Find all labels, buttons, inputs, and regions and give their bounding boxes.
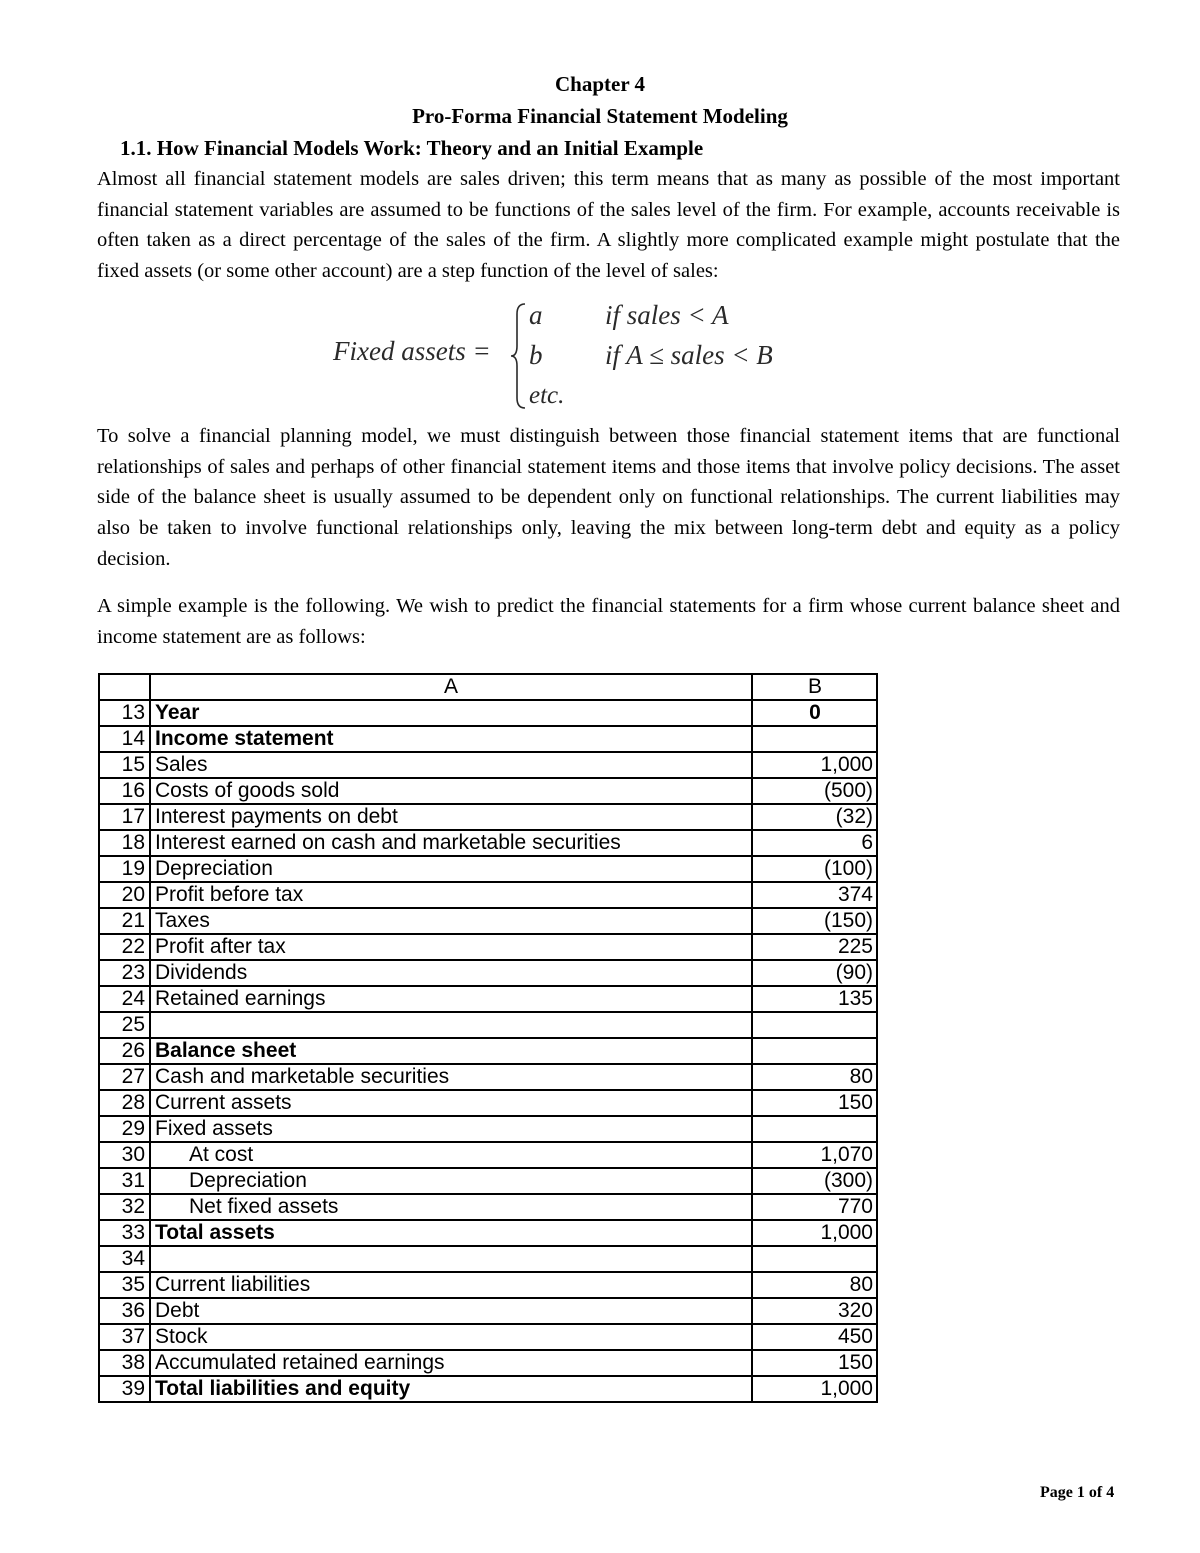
table-row xyxy=(99,1376,877,1402)
table-row xyxy=(99,778,877,804)
row-value xyxy=(752,1246,877,1272)
table-row xyxy=(99,1246,877,1272)
row-label: Total liabilities and equity xyxy=(150,1376,752,1402)
row-label: Current liabilities xyxy=(150,1272,752,1298)
row-value: 1,070 xyxy=(752,1142,877,1168)
table-row xyxy=(99,1350,877,1376)
row-label: Depreciation xyxy=(150,856,752,882)
page-number: Page 1 of 4 xyxy=(1040,1484,1115,1501)
row-value: 1,000 xyxy=(752,752,877,778)
table-row xyxy=(99,1090,877,1116)
row-number: 22 xyxy=(99,934,150,960)
table-row xyxy=(99,882,877,908)
table-row xyxy=(99,830,877,856)
row-value xyxy=(752,1038,877,1064)
row-value: 1,000 xyxy=(752,1376,877,1402)
row-label xyxy=(150,1012,752,1038)
row-label: Interest payments on debt xyxy=(150,804,752,830)
table-row xyxy=(99,1168,877,1194)
table-row xyxy=(99,1194,877,1220)
row-value: (500) xyxy=(752,778,877,804)
table-header-row xyxy=(99,674,877,700)
row-number: 26 xyxy=(99,1038,150,1064)
table-row xyxy=(99,934,877,960)
row-label: Fixed assets xyxy=(150,1116,752,1142)
row-value: (100) xyxy=(752,856,877,882)
table-row xyxy=(99,960,877,986)
chapter-heading: Chapter 4 xyxy=(554,72,646,96)
table-row xyxy=(99,752,877,778)
row-value: 150 xyxy=(752,1350,877,1376)
row-label: Interest earned on cash and marketable securities xyxy=(150,830,752,856)
row-value: (300) xyxy=(752,1168,877,1194)
row-number: 15 xyxy=(99,752,150,778)
row-label: Accumulated retained earnings xyxy=(150,1350,752,1376)
table-row xyxy=(99,1012,877,1038)
row-label: Debt xyxy=(150,1298,752,1324)
row-value: 80 xyxy=(752,1064,877,1090)
row-number: 25 xyxy=(99,1012,150,1038)
row-number: 29 xyxy=(99,1116,150,1142)
row-value: 374 xyxy=(752,882,877,908)
row-label: Costs of goods sold xyxy=(150,778,752,804)
row-value: 135 xyxy=(752,986,877,1012)
column-header-a: A xyxy=(150,674,752,700)
step-function-formula xyxy=(333,296,793,416)
row-value: 0 xyxy=(752,700,877,726)
row-value: 6 xyxy=(752,830,877,856)
table-row xyxy=(99,804,877,830)
row-label: Year xyxy=(150,700,752,726)
table-row xyxy=(99,1038,877,1064)
row-label: Profit after tax xyxy=(150,934,752,960)
row-number: 23 xyxy=(99,960,150,986)
row-number: 14 xyxy=(99,726,150,752)
row-value: 225 xyxy=(752,934,877,960)
row-value: (32) xyxy=(752,804,877,830)
row-label: Dividends xyxy=(150,960,752,986)
section-heading: 1.1. How Financial Models Work: Theory and an Initial Example xyxy=(120,136,704,160)
row-label: Stock xyxy=(150,1324,752,1350)
brace-symbol xyxy=(509,302,527,410)
row-number: 21 xyxy=(99,908,150,934)
row-label: Balance sheet xyxy=(150,1038,752,1064)
row-number: 31 xyxy=(99,1168,150,1194)
table-row xyxy=(99,908,877,934)
paragraph-example: A simple example is the following. We wish to predict the financial statements for a firm whose current balance sheet and income statement are as follows: xyxy=(97,595,1120,648)
table-row xyxy=(99,1142,877,1168)
row-label: Taxes xyxy=(150,908,752,934)
row-label: Cash and marketable securities xyxy=(150,1064,752,1090)
paragraph-planning-model: To solve a financial planning model, we must distinguish between those financial statement items that are functional relationships of sales and perhaps of other financial statement items and those items that involve policy decisions. The asset side of the balance sheet is usually assumed to be dependent only on functional relationships. The current liabilities may also be taken to involve functional relationships only, leaving the mix between long-term debt and equity as a policy decision. xyxy=(97,425,1120,570)
row-number: 19 xyxy=(99,856,150,882)
row-label: Retained earnings xyxy=(150,986,752,1012)
table-row xyxy=(99,856,877,882)
chapter-title: Pro-Forma Financial Statement Modeling xyxy=(412,104,788,128)
table-row xyxy=(99,700,877,726)
formula-case-2-condition: if A ≤ sales < B xyxy=(605,340,773,370)
row-number: 38 xyxy=(99,1350,150,1376)
formula-case-2-value: b xyxy=(529,340,543,370)
table-row xyxy=(99,1064,877,1090)
row-value: 770 xyxy=(752,1194,877,1220)
corner-cell xyxy=(99,674,150,700)
formula-case-1-condition: if sales < A xyxy=(605,300,729,330)
table-row xyxy=(99,1324,877,1350)
row-value xyxy=(752,1116,877,1142)
row-label xyxy=(150,1246,752,1272)
row-label: Net fixed assets xyxy=(150,1194,752,1220)
row-label: Depreciation xyxy=(150,1168,752,1194)
formula-case-3-value: etc. xyxy=(529,382,565,409)
paragraph-intro: Almost all financial statement models are sales driven; this term means that as many as possible of the most important financial statement variables are assumed to be functions of the sales level of the firm. For example, accounts receivable is often taken as a direct percentage of the sales of the firm. A slightly more complicated example might postulate that the fixed assets (or some other account) are a step function of the level of sales: xyxy=(97,168,1120,283)
row-number: 39 xyxy=(99,1376,150,1402)
row-value xyxy=(752,1012,877,1038)
row-number: 17 xyxy=(99,804,150,830)
row-number: 32 xyxy=(99,1194,150,1220)
row-number: 27 xyxy=(99,1064,150,1090)
table-row xyxy=(99,1272,877,1298)
row-value: 320 xyxy=(752,1298,877,1324)
row-number: 20 xyxy=(99,882,150,908)
table-row xyxy=(99,1298,877,1324)
row-label: Income statement xyxy=(150,726,752,752)
row-label: Current assets xyxy=(150,1090,752,1116)
row-value: 1,000 xyxy=(752,1220,877,1246)
row-number: 30 xyxy=(99,1142,150,1168)
row-number: 37 xyxy=(99,1324,150,1350)
formula-lhs: Fixed assets = xyxy=(333,336,491,366)
row-number: 36 xyxy=(99,1298,150,1324)
table-row xyxy=(99,726,877,752)
row-value: 450 xyxy=(752,1324,877,1350)
row-label: Sales xyxy=(150,752,752,778)
row-number: 34 xyxy=(99,1246,150,1272)
row-value xyxy=(752,726,877,752)
row-number: 16 xyxy=(99,778,150,804)
row-value: (150) xyxy=(752,908,877,934)
row-value: 80 xyxy=(752,1272,877,1298)
row-label: Total assets xyxy=(150,1220,752,1246)
column-header-b: B xyxy=(752,674,877,700)
financial-statement-table xyxy=(98,673,878,1403)
row-number: 18 xyxy=(99,830,150,856)
formula-case-1-value: a xyxy=(529,300,543,330)
row-number: 28 xyxy=(99,1090,150,1116)
table-row xyxy=(99,1220,877,1246)
table-row xyxy=(99,1116,877,1142)
table-row xyxy=(99,986,877,1012)
row-value: 150 xyxy=(752,1090,877,1116)
row-number: 33 xyxy=(99,1220,150,1246)
row-label: Profit before tax xyxy=(150,882,752,908)
row-number: 35 xyxy=(99,1272,150,1298)
row-number: 24 xyxy=(99,986,150,1012)
row-label: At cost xyxy=(150,1142,752,1168)
row-number: 13 xyxy=(99,700,150,726)
row-value: (90) xyxy=(752,960,877,986)
